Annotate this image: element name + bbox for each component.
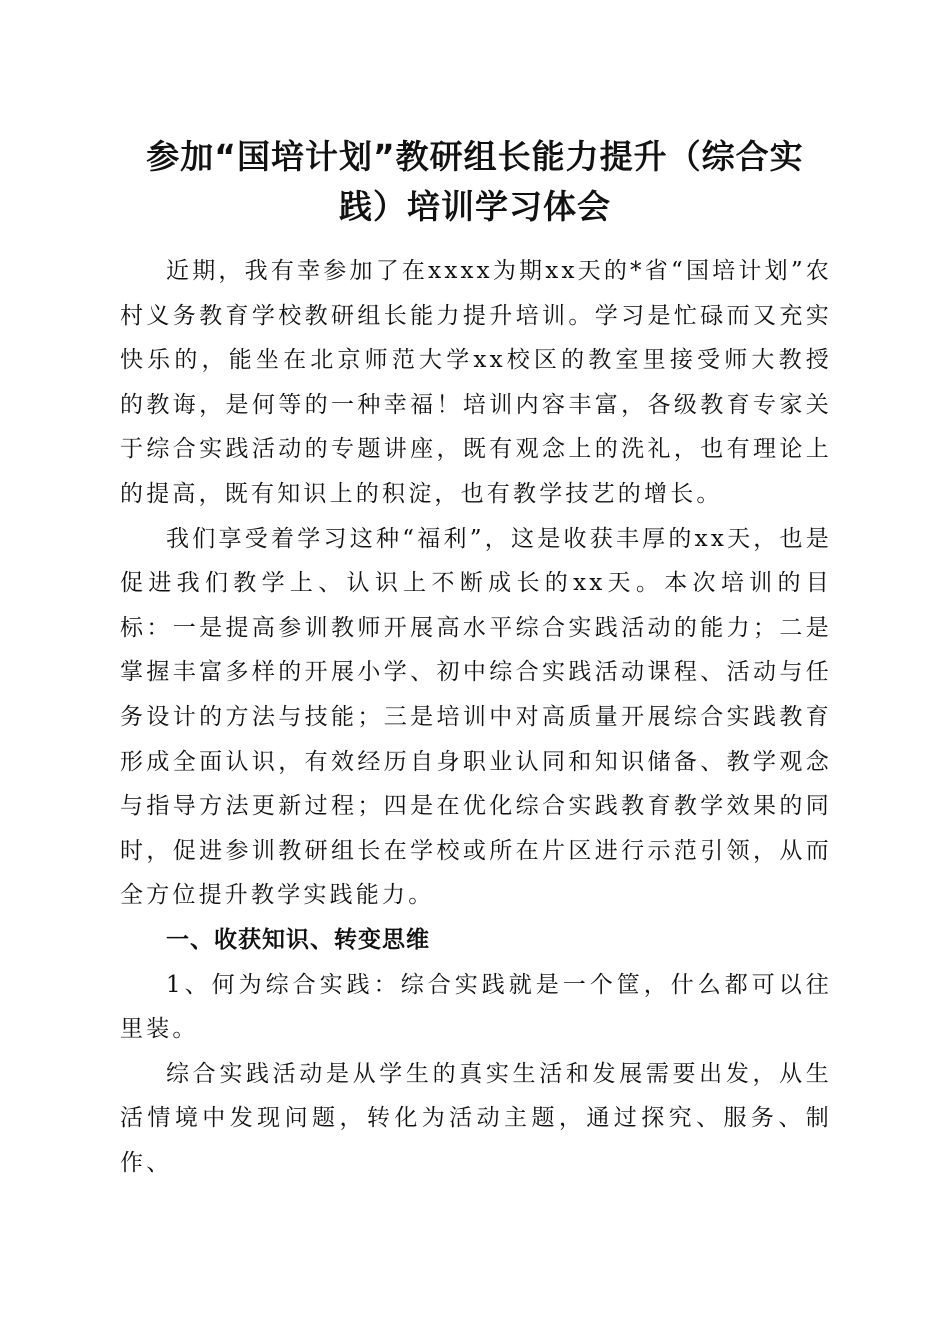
paragraph-intro: 近期，我有幸参加了在xxxx为期xx天的*省“国培计划”农村义务教育学校教研组长能力提升培训。学习是忙碌而又充实快乐的，能坐在北京师范大学xx校区的教室里接受师大教授的教诲，是何等的一种幸福！培训内容丰富，各级教育专家关于综合实践活动的专题讲座，既有观念上的洗礼，也有理论上的提高，既有知识上的积淀，也有教学技艺的增长。 <box>120 258 832 507</box>
title-line-1: 参加“国培计划”教研组长能力提升（综合实 <box>146 137 804 176</box>
document-title <box>110 132 840 232</box>
paragraph-goals: 我们享受着学习这种“福利”，这是收获丰厚的xx天，也是促进我们教学上、认识上不断成长的xx天。本次培训的目标：一是提高参训教师开展高水平综合实践活动的能力；二是掌握丰富多样的开展小学、初中综合实践活动课程、活动与任务设计的方法与技能；三是培训中对高质量开展综合实践教育形成全面认识，有效经历自身职业认同和知识储备、教学观念与指导方法更新过程；四是在优化综合实践教育教学效果的同时，促进参训教研组长在学校或所在片区进行示范引领，从而全方位提升教学实践能力。 <box>120 525 832 909</box>
title-line-2: 践）培训学习体会 <box>339 187 611 226</box>
paragraph-definition: 1、何为综合实践：综合实践就是一个筐，什么都可以往里装。 <box>120 971 832 1043</box>
document-body <box>120 249 832 1185</box>
section-heading: 一、收获知识、转变思维 <box>166 926 430 953</box>
paragraph-activity: 综合实践活动是从学生的真实生活和发展需要出发，从生活情境中发现问题，转化为活动主题，通过探究、服务、制作、 <box>120 1060 832 1176</box>
